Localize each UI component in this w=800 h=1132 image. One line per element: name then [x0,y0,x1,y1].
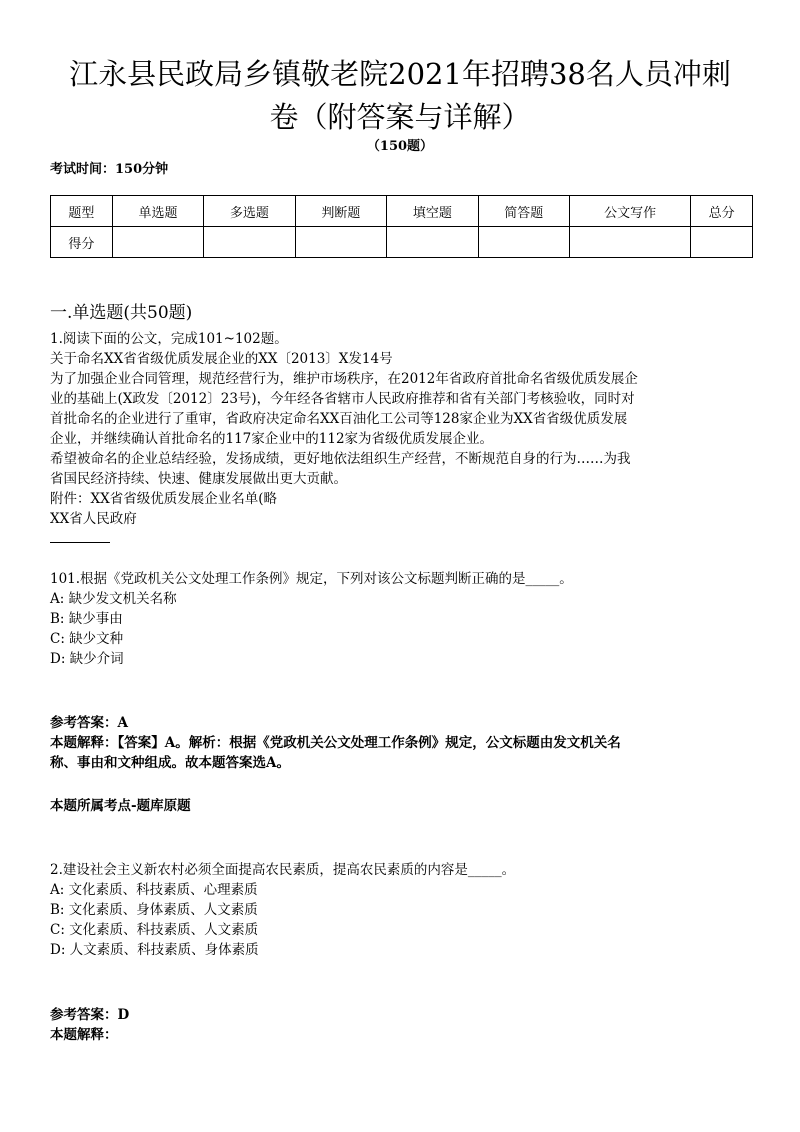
section-title: 一.单选题(共50题) [50,303,193,323]
header-cell-judge: 判断题 [295,196,386,227]
passage-line: 关于命名XX省省级优质发展企业的XX〔2013〕X发14号 [50,351,393,367]
option-d: D: 人文素质、科技素质、身体素质 [50,942,259,958]
question-text: 2.建设社会主义新农村必须全面提高农民素质，提高农民素质的内容是_____。 [50,862,516,878]
passage-line: 附件：XX省省级优质发展企业名单(略 [50,491,277,507]
option-a: A: 文化素质、科技素质、心理素质 [50,882,258,898]
score-cell [691,227,753,258]
explanation-line: 称、事由和文种组成。故本题答案选A。 [50,755,290,771]
score-table-score-row [51,227,753,258]
q2-question [50,860,760,960]
explanation-label: 本题解释： [50,1027,118,1043]
header-cell-fill: 填空题 [387,196,478,227]
passage-line: 企业，并继续确认首批命名的117家企业中的112家为省级优质发展企业。 [50,431,494,447]
passage-line: 1.阅读下面的公文，完成101~102题。 [50,331,288,347]
q1-answer-block [50,713,760,773]
header-cell-single: 单选题 [112,196,203,227]
option-a: A: 缺少发文机关名称 [50,591,177,607]
question-count: （150题） [366,139,434,154]
score-cell [570,227,691,258]
score-table-header-row [51,196,753,227]
score-cell [295,227,386,258]
score-table [50,195,753,258]
q2-answer-block [50,1005,760,1045]
header-cell-multi: 多选题 [204,196,295,227]
score-cell [112,227,203,258]
score-row-label: 得分 [51,227,113,258]
q1-question [50,569,760,669]
header-cell-total: 总分 [691,196,753,227]
q1-passage [50,329,760,549]
document-title-line1: 江永县民政局乡镇敬老院2021年招聘38名人员冲刺 [69,57,731,91]
score-cell [478,227,569,258]
answer-text: 参考答案：A [50,715,128,731]
option-d: D: 缺少介词 [50,651,124,667]
document-title-line2: 卷（附答案与详解） [269,100,531,134]
option-c: C: 缺少文种 [50,631,124,647]
passage-line: 省国民经济持续、快速、健康发展做出更大贡献。 [50,471,347,487]
passage-line: 业的基础上(X政发〔2012〕23号)，今年经各省辖市人民政府推荐和省有关部门考核验收，同时对 [50,391,635,407]
option-c: C: 文化素质、科技素质、人文素质 [50,922,259,938]
question-text: 101.根据《党政机关公文处理工作条例》规定，下列对该公文标题判断正确的是_____。 [50,571,573,587]
option-b: B: 缺少事由 [50,611,123,627]
separator-rule [50,529,760,549]
passage-line: 首批命名的企业进行了重审，省政府决定命名XX百油化工公司等128家企业为XX省省级优质发展 [50,411,628,427]
option-b: B: 文化素质、身体素质、人文素质 [50,902,258,918]
passage-line: XX省人民政府 [50,511,137,527]
explanation-line: 本题解释：【答案】A。解析：根据《党政机关公文处理工作条例》规定，公文标题由发文机关名 [50,735,621,751]
source-text: 本题所属考点-题库原题 [50,798,191,814]
answer-text: 参考答案：D [50,1007,130,1023]
q1-source [50,796,760,816]
header-cell-type: 题型 [51,196,113,227]
passage-line: 希望被命名的企业总结经验，发扬成绩，更好地依法组织生产经营，不断规范自身的行为……为我 [50,451,631,467]
exam-time: 考试时间：150分钟 [50,162,169,177]
score-cell [204,227,295,258]
passage-line: 为了加强企业合同管理，规范经营行为，维护市场秩序，在2012年省政府首批命名省级优质发展企 [50,371,638,387]
header-cell-short: 简答题 [478,196,569,227]
header-cell-writing: 公文写作 [570,196,691,227]
score-cell [387,227,478,258]
